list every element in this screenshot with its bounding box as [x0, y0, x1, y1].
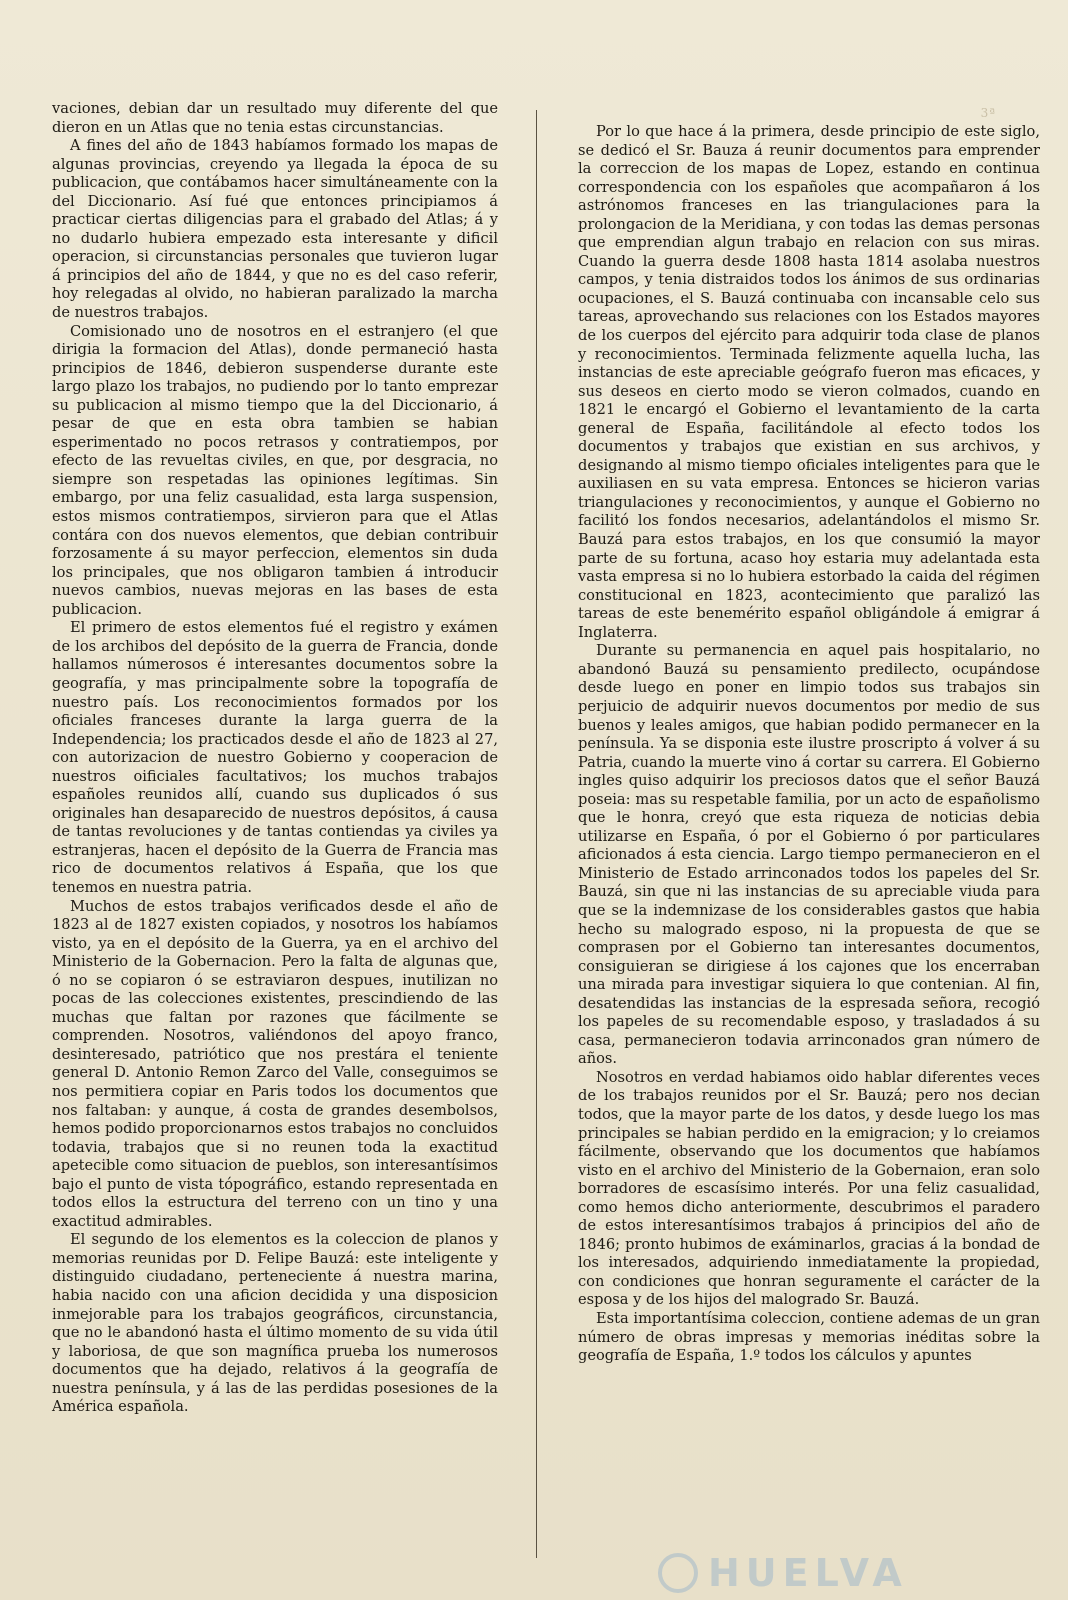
right-column: [578, 123, 1040, 1366]
page-folio: 3ª: [980, 106, 996, 120]
library-watermark: [658, 1550, 958, 1596]
left-column: [52, 100, 498, 1417]
watermark-text: HUELVA: [708, 1551, 908, 1595]
paragraph: Por lo que hace á la primera, desde principio de este siglo, se dedicó el Sr. Bauza á reunir documentos para emprender la correccion de los mapas de Lopez, estando en continua correspondencia con los españoles que acompañaron á los astrónomos franceses en las triangulaciones para la prolongacion de la Meridiana, y con todas las demas personas que emprendian algun trabajo en relacion con sus miras. Cuando la guerra desde 1808 hasta 1814 asolaba nuestros campos, y tenia distraidos todos los ánimos de sus ordinarias ocupaciones, el S. Bauzá continuaba con incansable celo sus tareas, aprovechando sus relaciones con los Estados mayores de los cuerpos del ejército para adquirir toda clase de planos y reconocimientos. Terminada felizmente aquella lucha, las instancias de este apreciable geógrafo fueron mas eficaces, y sus deseos en cierto modo se vieron colmados, cuando en 1821 le encargó el Gobierno el levantamiento de la carta general de España, facilitándole al efecto todos los documentos y trabajos que existian en sus archivos, y designando al mismo tiempo oficiales inteligentes para que le auxiliasen en su vata empresa. Entonces se hicieron varias triangulaciones y reconocimientos, y aunque el Gobierno no facilitó los fondos necesarios, adelantándolos el mismo Sr. Bauzá para estos trabajos, en los que consumió la mayor parte de su fortuna, acaso hoy estaria muy adelantada esta vasta empresa si no lo hubiera estorbado la caida del régimen constitucional en 1823, acontecimiento que paralizó las tareas de este benemérito español obligándole á emigrar á Inglaterra.: [578, 123, 1040, 641]
column-divider: [536, 110, 537, 1558]
paragraph: Durante su permanencia en aquel pais hospitalario, no abandonó Bauzá su pensamiento predilecto, ocupándose desde luego en poner en limpio todos sus trabajos sin perjuicio de adquirir nuevos documentos por medio de sus buenos y leales amigos, que habian podido permanecer en la península. Ya se disponia este ilustre proscripto á volver á su Patria, cuando la muerte vino á cortar su carrera. El Gobierno ingles quiso adquirir los preciosos datos que el señor Bauzá poseia: mas su respetable familia, por un acto de españolismo que le honra, creyó que esta riqueza de noticias debia utilizarse en España, ó por el Gobierno ó por particulares aficionados á esta ciencia. Largo tiempo permanecieron en el Ministerio de Estado arrinconados todos los papeles del Sr. Bauzá, sin que ni las instancias de su apreciable viuda para que se la indemnizase de los considerables gastos que habia hecho su malogrado esposo, ni la propuesta de que se comprasen por el Gobierno tan interesantes documentos, consiguieran se dirigiese á los cajones que los encerraban una mirada para investigar siquiera lo que contenian. Al fin, desatendidas las instancias de la espresada señora, recogió los papeles de su recomendable esposo, y trasladados á su casa, permanecieron todavia arrinconados gran número de años.: [578, 642, 1040, 1068]
watermark-logo-icon: [658, 1553, 698, 1593]
paragraph: Nosotros en verdad habiamos oido hablar diferentes veces de los trabajos reunidos por el Sr. Bauzá; pero nos decian todos, que la mayor parte de los datos, y desde luego los mas principales se habian perdido en la emigracion; y lo creiamos fácilmente, observando que los documentos que habíamos visto en el archivo del Ministerio de la Gobernaion, eran solo borradores de escasísimo interés. Por una feliz casualidad, como hemos dicho anteriormente, descubrimos el paradero de estos interesantísimos trabajos á principios del año de 1846; pronto hubimos de exáminarlos, gracias á la bondad de los interesados, adquiriendo inmediatamente la propiedad, con condiciones que honran seguramente el carácter de la esposa y de los hijos del malogrado Sr. Bauzá.: [578, 1068, 1040, 1309]
paragraph: El primero de estos elementos fué el registro y exámen de los archibos del depósito de la guerra de Francia, donde hallamos númerosos é interesantes documentos sobre la geografía, y mas principalmente sobre la topografía de nuestro país. Los reconocimientos formados por los oficiales franceses durante la larga guerra de la Independencia; los practicados desde el año de 1823 al 27, con autorizacion de nuestro Gobierno y cooperacion de nuestros oificiales facultativos; los muchos trabajos españoles reunidos allí, cuando sus duplicados ó sus originales han desaparecido de nuestros depósitos, á causa de tantas revoluciones y de tantas contiendas ya civiles ya estranjeras, hacen el depósito de la Guerra de Francia mas rico de documentos relativos á España, que los que tenemos en nuestra patria.: [52, 619, 498, 896]
paragraph: Comisionado uno de nosotros en el estranjero (el que dirigia la formacion del Atlas), donde permaneció hasta principios de 1846, debieron suspenderse durante este largo plazo los trabajos, no pudiendo por lo tanto emprezar su publicacion al mismo tiempo que la del Diccionario, á pesar de que en esta obra tambien se habian esperimentado no pocos retrasos y contratiempos, por efecto de las revueltas civiles, en que, por desgracia, no siempre son respetadas las opiniones legítimas. Sin embargo, por una feliz casualidad, esta larga suspension, estos mismos contratiempos, sirvieron para que el Atlas contára con dos nuevos elementos, que debian contribuir forzosamente á su mayor perfeccion, elementos sin duda los principales, que nos obligaron tambien á introducir nuevos cambios, nuevas mejoras en las bases de esta publicacion.: [52, 322, 498, 618]
paragraph: vaciones, debian dar un resultado muy diferente del que dieron en un Atlas que no tenia estas circunstancias.: [52, 100, 498, 136]
paragraph: Muchos de estos trabajos verificados desde el año de 1823 al de 1827 existen copiados, y nosotros los habíamos visto, ya en el depósito de la Guerra, ya en el archivo del Ministerio de la Gobernacion. Pero la falta de algunas que, ó no se copiaron ó se estraviaron despues, inutilizan no pocas de las colecciones existentes, prescindiendo de las muchas que faltan por razones que fácilmente se comprenden. Nosotros, valiéndonos del apoyo franco, desinteresado, patriótico que nos prestára el teniente general D. Antonio Remon Zarco del Valle, conseguimos se nos permitiera copiar en Paris todos los documentos que nos faltaban: y aunque, á costa de grandes desembolsos, hemos podido proporcionarnos estos trabajos no concluidos todavia, trabajos que si no reunen toda la exactitud apetecible como situacion de pueblos, son interesantísimos bajo el punto de vista tópográfico, estando representada en todos ellos la estructura del terreno con un tino y una exactitud admirables.: [52, 897, 498, 1230]
paragraph: A fines del año de 1843 habíamos formado los mapas de algunas provincias, creyendo ya llegada la época de su publicacion, que contábamos hacer simultáneamente con la del Diccionario. Así fué que entonces principiamos á practicar ciertas diligencias para el grabado del Atlas; á y no dudarlo hubiera empezado esta interesante y dificil operacion, si circunstancias personales que tuvieron lugar á principios del año de 1844, y que no es del caso referir, hoy relegadas al olvido, no habieran paralizado la marcha de nuestros trabajos.: [52, 137, 498, 322]
paragraph: El segundo de los elementos es la coleccion de planos y memorias reunidas por D. Felipe Bauzá: este inteligente y distinguido ciudadano, perteneciente á nuestra marina, habia nacido con una aficion decidida y una disposicion inmejorable para los trabajos geográficos, circunstancia, que no le abandonó hasta el último momento de su vida útil y laboriosa, de que son magnífica prueba los numerosos documentos que ha dejado, relativos á la geografía de nuestra península, y á las de las perdidas posesiones de la América española.: [52, 1231, 498, 1416]
paragraph: Esta importantísima coleccion, contiene ademas de un gran número de obras impresas y memorias inéditas sobre la geografía de España, 1.º todos los cálculos y apuntes: [578, 1310, 1040, 1365]
